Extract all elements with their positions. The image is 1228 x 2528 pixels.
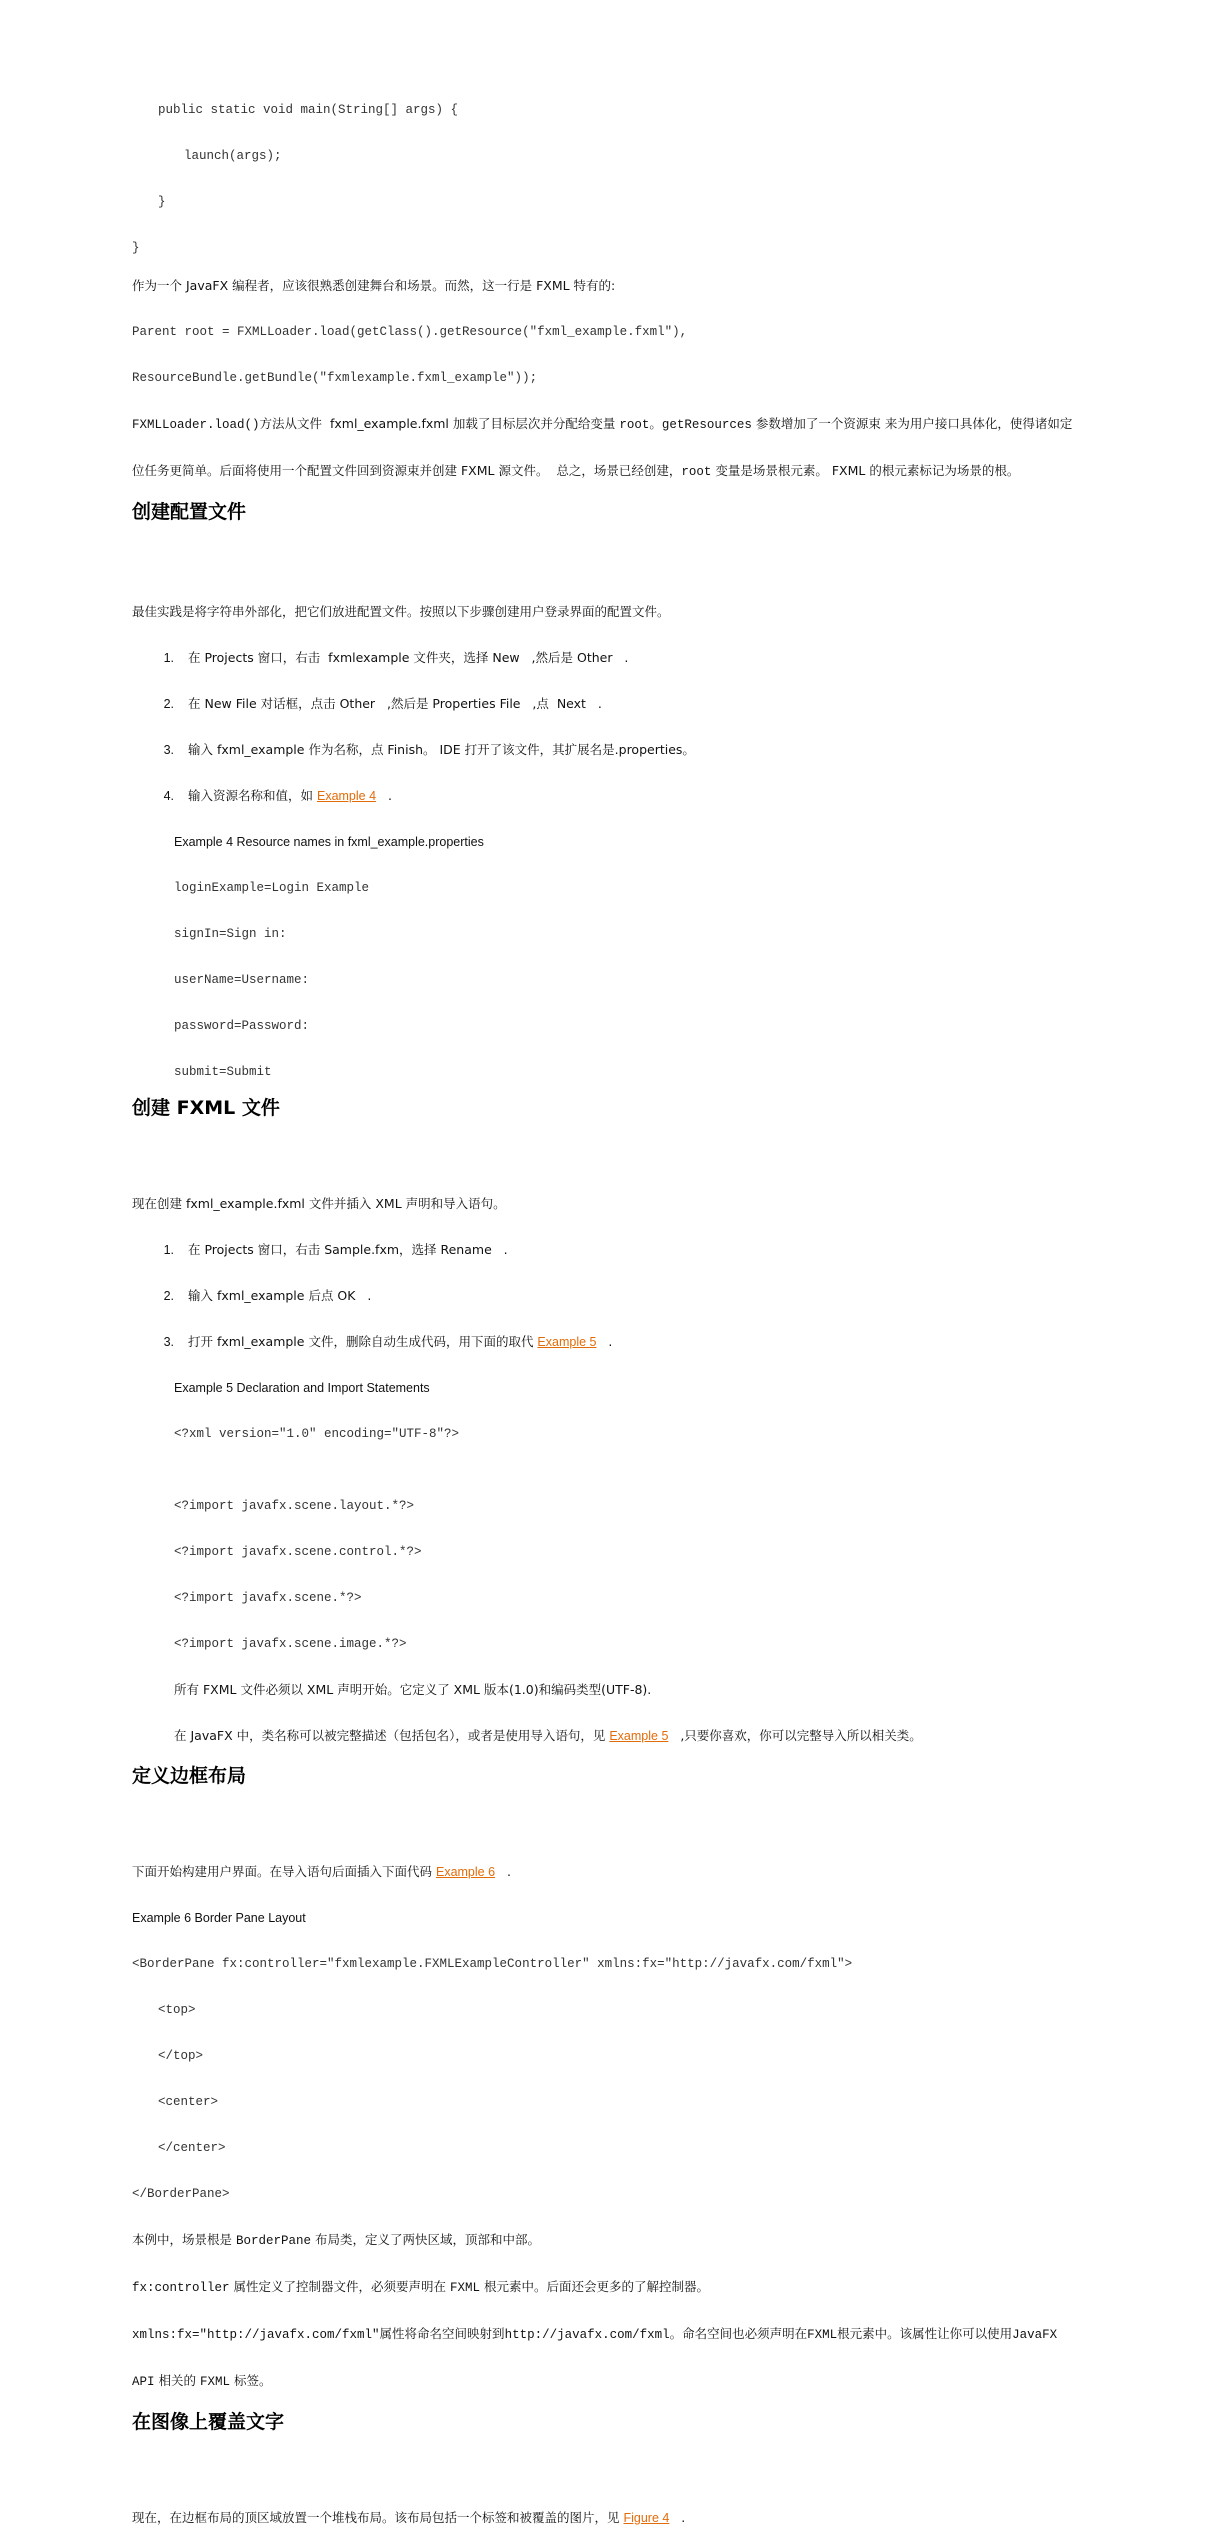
list-number: 2. — [163, 1289, 174, 1303]
list-number: 3. — [163, 1335, 174, 1349]
list-text-after: . — [376, 788, 392, 803]
section-heading-borderpane: 定义边框布局 — [132, 1765, 247, 1787]
fxmlloader-explanation-line1 — [132, 414, 1112, 435]
inline-code: FXMLLoader.load() — [132, 418, 260, 432]
xml-declaration-note: 所有 FXML 文件必须以 XML 声明开始。它定义了 XML 版本(1.0)和编码类型(UTF-8). — [174, 1682, 652, 1697]
text-span: 方法从文件 fxml_example.fxml 加载了目标层次并分配给变量 — [259, 416, 620, 431]
code-line: password=Password: — [174, 1019, 310, 1033]
example-4-title: Example 4 Resource names in fxml_example.properties — [174, 835, 484, 849]
inline-code: FXML — [449, 2281, 480, 2295]
inline-code: JavaFX — [1012, 2328, 1058, 2342]
figure-4-link[interactable]: Figure 4 — [623, 2511, 670, 2525]
text-span: 属性定义了控制器文件，必须要声明在 — [229, 2279, 450, 2294]
text-span: 下面开始构建用户界面。在导入语句后面插入下面代码 — [132, 1864, 436, 1879]
text-span: 标签。 — [229, 2373, 272, 2388]
code-line: <?import javafx.scene.layout.*?> — [174, 1499, 415, 1513]
code-line: </top> — [158, 2049, 204, 2063]
example-5-title: Example 5 Declaration and Import Statements — [174, 1381, 430, 1395]
section3-intro — [132, 1862, 1112, 1882]
list-item — [132, 648, 1112, 668]
list-item — [132, 740, 1112, 760]
text-span: 参数增加了一个资源束 来为用户接口具体化，使得诸如定 — [751, 416, 1073, 431]
namespace-explanation-line1 — [132, 2324, 1112, 2345]
list-text: 输入 fxml_example 作为名称，点 Finish。 IDE 打开了该文件，其扩展名是.properties。 — [188, 742, 695, 757]
example-6-link[interactable]: Example 6 — [435, 1865, 496, 1879]
text-span: . — [495, 1864, 511, 1879]
list-number: 1. — [163, 1243, 174, 1257]
list-text-after: . — [596, 1334, 613, 1349]
list-number: 4. — [163, 789, 174, 803]
list-text: 在 Projects 窗口，右击 fxmlexample 文件夹，选择 New ,然后是 Other . — [188, 650, 629, 665]
inline-code: FXML — [199, 2375, 230, 2389]
document-page — [132, 100, 1112, 2525]
code-line: <?import javafx.scene.image.*?> — [174, 1637, 407, 1651]
code-line: submit=Submit — [174, 1065, 272, 1079]
text-span: 。命名空间也必须声明在 — [669, 2326, 808, 2341]
text-span: 本例中，场景根是 — [132, 2232, 236, 2247]
inline-code: http://javafx.com/fxml — [504, 2328, 670, 2342]
list-item — [132, 694, 1112, 714]
text-span: 属性将命名空间映射到 — [379, 2326, 505, 2341]
controller-explanation — [132, 2277, 1112, 2298]
inline-code: fx:controller — [132, 2281, 230, 2295]
borderpane-explanation — [132, 2230, 1112, 2251]
code-line: <?import javafx.scene.control.*?> — [174, 1545, 422, 1559]
code-line: signIn=Sign in: — [174, 927, 287, 941]
namespace-explanation-line2 — [132, 2371, 1112, 2392]
list-number: 2. — [163, 697, 174, 711]
code-launch-call: launch(args); — [184, 149, 282, 163]
fxmlloader-explanation-line2 — [132, 461, 1112, 482]
code-line: userName=Username: — [174, 973, 310, 987]
list-item — [132, 1240, 1112, 1260]
list-number: 3. — [163, 743, 174, 757]
code-main-signature: public static void main(String[] args) { — [158, 103, 459, 117]
list-text: 输入 fxml_example 后点 OK . — [188, 1288, 372, 1303]
inline-code: getResources — [661, 418, 752, 432]
text-span: 相关的 — [154, 2373, 200, 2388]
inline-code: xmlns:fx="http://javafx.com/fxml" — [132, 2328, 380, 2342]
list-text: 打开 fxml_example 文件，删除自动生成代码，用下面的取代 — [188, 1334, 538, 1349]
list-number: 1. — [163, 651, 174, 665]
code-line: loginExample=Login Example — [174, 881, 370, 895]
code-close-brace-class: } — [132, 241, 140, 255]
code-line: </center> — [158, 2141, 226, 2155]
text-span: 位任务更简单。后面将使用一个配置文件回到资源束并创建 FXML 源文件。 总之，场景已经创建， — [132, 463, 682, 478]
section2-intro: 现在创建 fxml_example.fxml 文件并插入 XML 声明和导入语句。 — [132, 1196, 506, 1211]
inline-code: FXML — [807, 2328, 838, 2342]
code-line: <top> — [158, 2003, 196, 2017]
example-5-link[interactable]: Example 5 — [609, 1729, 669, 1743]
inline-code: root — [619, 418, 650, 432]
code-close-brace-method: } — [158, 195, 166, 209]
section-heading-overlay: 在图像上覆盖文字 — [132, 2411, 285, 2433]
example-4-link[interactable]: Example 4 — [316, 789, 377, 803]
text-span: 。 — [649, 416, 662, 431]
code-line: <center> — [158, 2095, 219, 2109]
code-fxmlloader-line2: ResourceBundle.getBundle("fxmlexample.fxml_example")); — [132, 371, 538, 385]
section-heading-properties: 创建配置文件 — [132, 501, 247, 523]
text-span: 根元素中。该属性让你可以使用 — [837, 2326, 1013, 2341]
text-span: 在 JavaFX 中，类名称可以被完整描述（包括包名），或者是使用导入语句，见 — [174, 1728, 610, 1743]
inline-code: API — [132, 2375, 155, 2389]
inline-code: root — [681, 465, 712, 479]
section4-intro — [132, 2508, 1112, 2528]
code-line: </BorderPane> — [132, 2187, 230, 2201]
list-item — [132, 1332, 1112, 1352]
text-span: ,只要你喜欢，你可以完整导入所以相关类。 — [668, 1728, 922, 1743]
code-line: <?import javafx.scene.*?> — [174, 1591, 362, 1605]
import-note — [132, 1726, 1112, 1746]
text-span: 现在，在边框布局的顶区域放置一个堆栈布局。该布局包括一个标签和被覆盖的图片，见 — [132, 2510, 624, 2525]
list-item — [132, 1286, 1112, 1306]
code-fxmlloader-line1: Parent root = FXMLLoader.load(getClass().getResource("fxml_example.fxml"), — [132, 325, 688, 339]
code-line: <BorderPane fx:controller="fxmlexample.FXMLExampleController" xmlns:fx="http://javafx.com/fxml"> — [132, 1957, 853, 1971]
code-line: <?xml version="1.0" encoding="UTF-8"?> — [174, 1427, 460, 1441]
section1-intro: 最佳实践是将字符串外部化，把它们放进配置文件。按照以下步骤创建用户登录界面的配置文件。 — [132, 604, 670, 619]
text-span: 根元素中。后面还会更多的了解控制器。 — [480, 2279, 709, 2294]
list-text: 在 Projects 窗口，右击 Sample.fxm，选择 Rename . — [188, 1242, 508, 1257]
example-5-link[interactable]: Example 5 — [537, 1335, 597, 1349]
text-span: 变量是场景根元素。 FXML 的根元素标记为场景的根。 — [711, 463, 1020, 478]
list-text: 在 New File 对话框，点击 Other ,然后是 Properties File ,点 Next . — [188, 696, 602, 711]
example-6-title: Example 6 Border Pane Layout — [132, 1911, 306, 1925]
list-text: 输入资源名称和值，如 — [188, 788, 317, 803]
list-item — [132, 786, 1112, 806]
section-heading-fxml: 创建 FXML 文件 — [132, 1097, 280, 1119]
text-span: 布局类，定义了两快区域，顶部和中部。 — [311, 2232, 540, 2247]
intro-paragraph: 作为一个 JavaFX 编程者，应该很熟悉创建舞台和场景。而然，这一行是 FXML 特有的: — [132, 278, 616, 293]
text-span: . — [669, 2510, 686, 2525]
inline-code: BorderPane — [235, 2234, 311, 2248]
